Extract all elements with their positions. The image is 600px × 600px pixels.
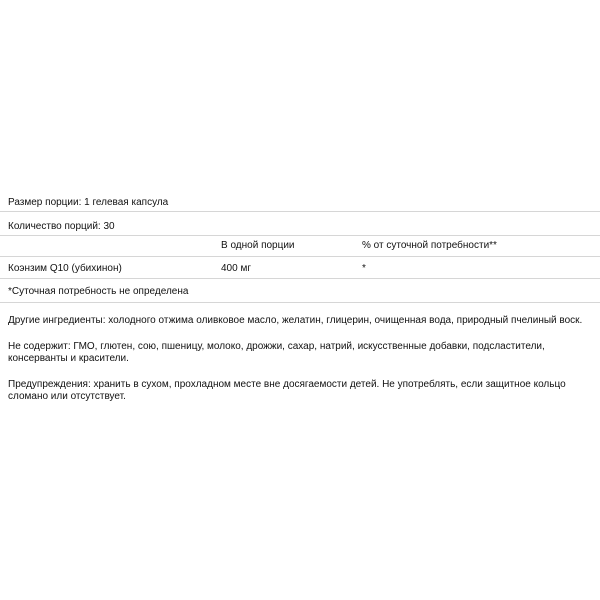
serving-size-text: Размер порции: 1 гелевая капсула <box>8 197 169 208</box>
servings-per-container-row <box>0 212 600 236</box>
table-header-row <box>0 236 600 257</box>
serving-size-row <box>0 188 600 212</box>
footnote-text: *Суточная потребность не определена <box>8 286 189 297</box>
other-ingredients-text: Другие ингредиенты: холодного отжима оливковое масло, желатин, глицерин, очищенная вода, природный пчелиный воск. <box>8 315 583 326</box>
warnings-text: Предупреждения: хранить в сухом, прохладном месте вне досягаемости детей. Не употреблять, если защитное кольцо сломано или отсутствует. <box>8 378 566 402</box>
ingredient-amount: 400 мг <box>221 263 251 274</box>
table-row <box>0 257 600 279</box>
footnote-row <box>0 279 600 303</box>
servings-per-container-text: Количество порций: 30 <box>8 221 115 232</box>
ingredient-name: Коэнзим Q10 (убихинон) <box>8 263 122 274</box>
ingredient-daily-value: * <box>362 263 366 274</box>
does-not-contain-text: Не содержит: ГМО, глютен, сою, пшеницу, молоко, дрожжи, сахар, натрий, искусственные добавки, подсластители, консерванты и красители. <box>8 340 545 364</box>
daily-value-header: % от суточной потребности** <box>362 240 497 251</box>
supplement-facts-panel <box>0 188 600 404</box>
per-serving-header: В одной порции <box>221 240 295 251</box>
